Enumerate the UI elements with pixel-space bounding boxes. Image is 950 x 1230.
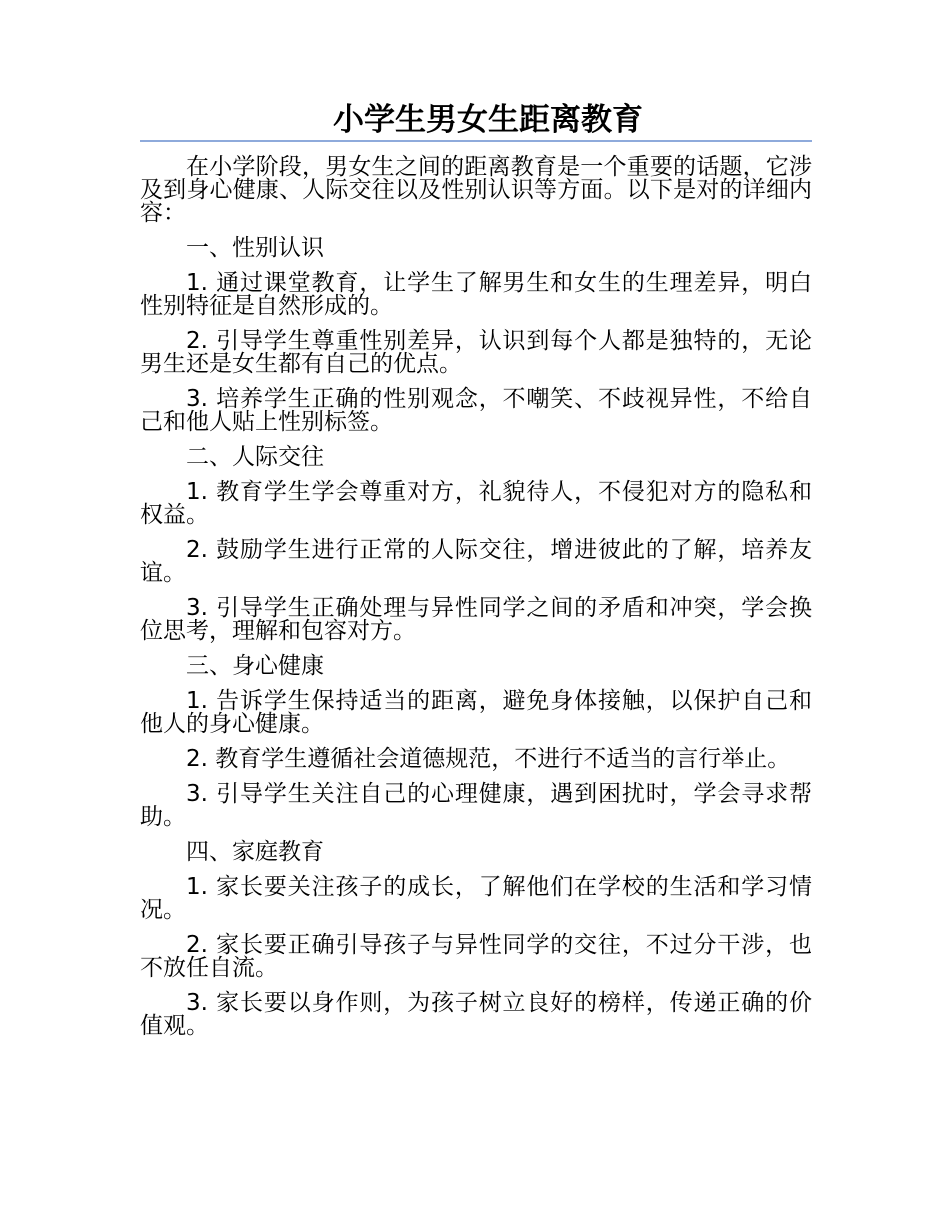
list-item: 3. 家长要以身作则，为孩子树立良好的榜样，传递正确的价值观。 (140, 990, 812, 1039)
list-item: 1. 家长要关注孩子的成长，了解他们在学校的生活和学习情况。 (140, 874, 812, 923)
list-item: 2. 家长要正确引导孩子与异性同学的交往，不过分干涉，也不放任自流。 (140, 932, 812, 981)
list-item: 1. 告诉学生保持适当的距离，避免身体接触，以保护自己和他人的身心健康。 (140, 688, 812, 737)
intro-paragraph: 在小学阶段，男女生之间的距离教育是一个重要的话题，它涉及到身心健康、人际交往以及性别认识等方面。以下是对的详细内容： (140, 154, 812, 226)
list-item: 2. 鼓励学生进行正常的人际交往，增进彼此的了解，培养友谊。 (140, 537, 812, 586)
list-item: 3. 引导学生正确处理与异性同学之间的矛盾和冲突，学会换位思考，理解和包容对方。 (140, 595, 812, 644)
list-item: 3. 培养学生正确的性别观念，不嘲笑、不歧视异性，不给自己和他人贴上性别标签。 (140, 386, 812, 435)
list-item: 1. 教育学生学会尊重对方，礼貌待人，不侵犯对方的隐私和权益。 (140, 479, 812, 528)
page-title: 小学生男女生距离教育 (333, 102, 643, 138)
document-page (140, 100, 812, 1050)
list-item: 2. 教育学生遵循社会道德规范，不进行不适当的言行举止。 (186, 746, 791, 772)
document-body (140, 156, 812, 1038)
section-heading-interpersonal: 二、人际交往 (186, 444, 324, 470)
title-underline (140, 140, 812, 142)
list-item: 1. 通过课堂教育，让学生了解男生和女生的生理差异，明白性别特征是自然形成的。 (140, 270, 812, 319)
list-item: 3. 引导学生关注自己的心理健康，遇到困扰时，学会寻求帮助。 (140, 781, 812, 830)
section-heading-family: 四、家庭教育 (186, 839, 324, 865)
section-heading-health: 三、身心健康 (186, 653, 324, 679)
section-heading-gender: 一、性别认识 (186, 235, 324, 261)
list-item: 2. 引导学生尊重性别差异，认识到每个人都是独特的，无论男生还是女生都有自己的优点。 (140, 328, 812, 377)
